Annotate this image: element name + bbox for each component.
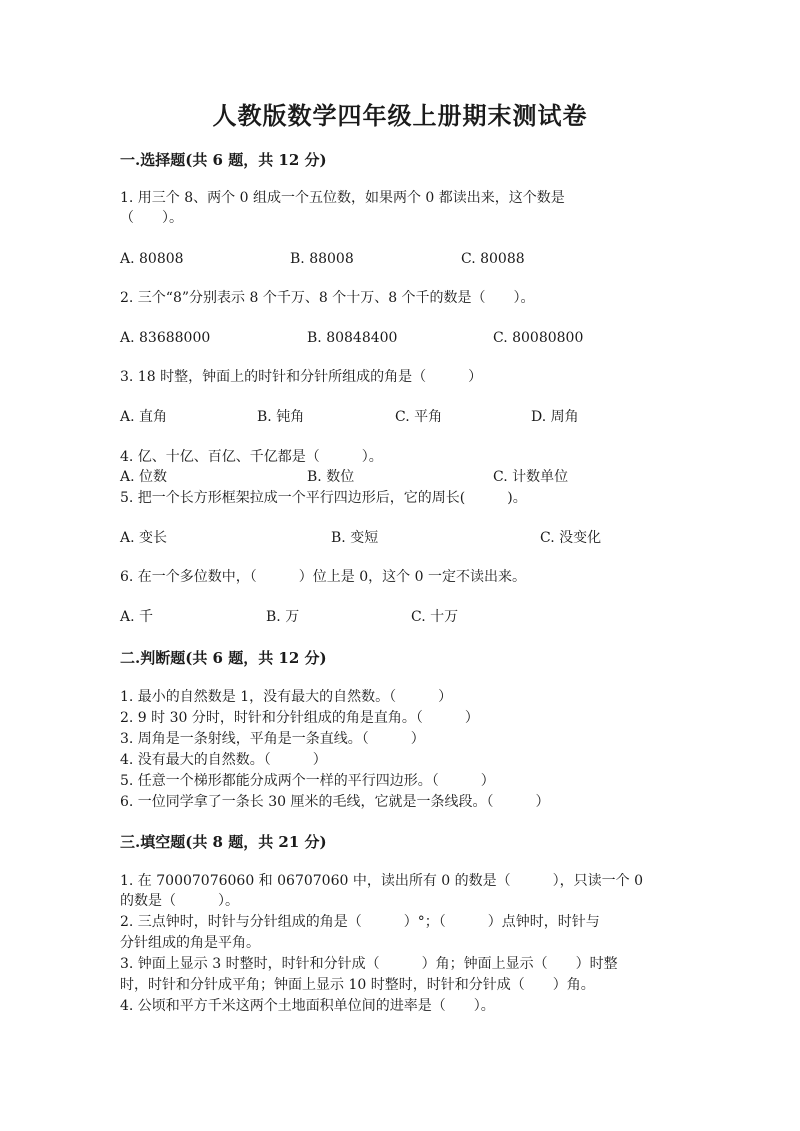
judgment-item: 6. 一位同学拿了一条长 30 厘米的毛线，它就是一条线段。（ ） [120, 794, 550, 810]
option-b: B. 变短 [331, 530, 379, 546]
option-a: A. 位数 [120, 469, 168, 485]
option-b: B. 钝角 [257, 409, 305, 425]
fill-item-line: 2. 三点钟时，时针与分针组成的角是（ ）°；（ ）点钟时，时针与 [120, 914, 600, 930]
question-text: 2. 三个“8”分别表示 8 个千万、8 个十万、8 个千的数是（ ）。 [120, 290, 535, 306]
option-c: C. 十万 [411, 609, 459, 625]
judgment-item: 2. 9 时 30 分时，时针和分针组成的角是直角。（ ） [120, 710, 479, 726]
fill-item-line: 3. 钟面上显示 3 时整时，时针和分针成（ ）角；钟面上显示（ ）时整 [120, 956, 618, 972]
option-c: C. 计数单位 [493, 469, 569, 485]
fill-item-line: 的数是（ ）。 [120, 893, 239, 909]
option-b: B. 88008 [290, 251, 354, 267]
option-c: C. 80088 [461, 251, 525, 267]
section-heading-judgment: 二.判断题(共 6 题，共 12 分) [120, 649, 327, 667]
option-d: D. 周角 [531, 409, 579, 425]
judgment-item: 1. 最小的自然数是 1，没有最大的自然数。（ ） [120, 689, 453, 705]
fill-item-line: 4. 公顷和平方千米这两个土地面积单位间的进率是（ ）。 [120, 998, 495, 1014]
option-c: C. 80080800 [493, 330, 584, 346]
judgment-item: 5. 任意一个梯形都能分成两个一样的平行四边形。（ ） [120, 773, 495, 789]
page-title: 人教版数学四年级上册期末测试卷 [212, 101, 588, 130]
section-heading-choice: 一.选择题(共 6 题，共 12 分) [120, 151, 327, 169]
judgment-item: 3. 周角是一条射线，平角是一条直线。（ ） [120, 731, 425, 747]
question-text: 6. 在一个多位数中，（ ）位上是 0，这个 0 一定不读出来。 [120, 569, 526, 585]
option-a: A. 变长 [120, 530, 168, 546]
question-text: 4. 亿、十亿、百亿、千亿都是（ ）。 [120, 449, 383, 465]
fill-item-line: 1. 在 70007076060 和 06707060 中，读出所有 0 的数是（ ），只读一个 0 [120, 873, 644, 889]
option-b: B. 万 [266, 609, 300, 625]
option-b: B. 80848400 [307, 330, 398, 346]
fill-item-line: 时，时针和分针成平角；钟面上显示 10 时整时，时针和分针成（ ）角。 [120, 977, 595, 993]
question-text: 1. 用三个 8、两个 0 组成一个五位数，如果两个 0 都读出来，这个数是 [120, 190, 565, 206]
option-a: A. 千 [120, 609, 154, 625]
section-heading-fill: 三.填空题(共 8 题，共 21 分) [120, 833, 327, 851]
fill-item-line: 分针组成的角是平角。 [120, 935, 260, 951]
question-text: 3. 18 时整，钟面上的时针和分针所组成的角是（ ） [120, 369, 483, 385]
question-text: 5. 把一个长方形框架拉成一个平行四边形后，它的周长( )。 [120, 490, 527, 506]
judgment-item: 4. 没有最大的自然数。（ ） [120, 752, 327, 768]
option-a: A. 80808 [120, 251, 184, 267]
option-b: B. 数位 [307, 469, 355, 485]
option-a: A. 83688000 [120, 330, 211, 346]
option-c: C. 平角 [395, 409, 443, 425]
question-text: （ ）。 [120, 210, 183, 226]
option-a: A. 直角 [120, 409, 168, 425]
option-c: C. 没变化 [540, 530, 602, 546]
